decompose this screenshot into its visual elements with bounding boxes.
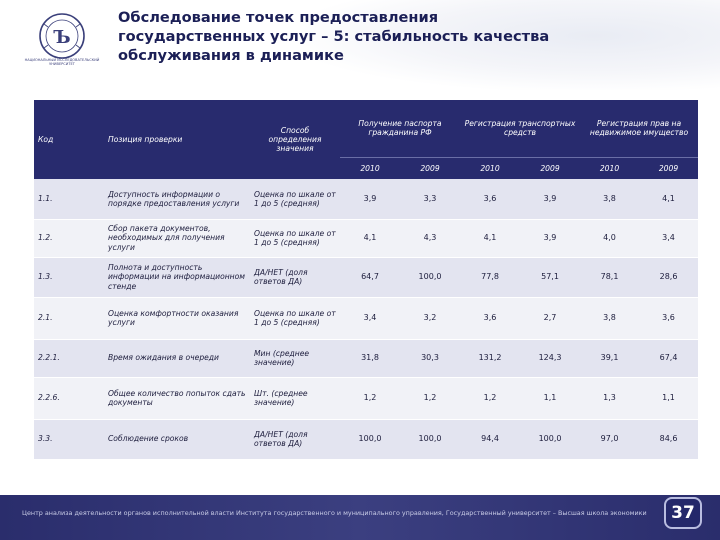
row-value: 77,8 — [460, 257, 520, 297]
row-value: 3,4 — [639, 219, 698, 257]
page-number: 37 — [664, 497, 702, 529]
row-value: 97,0 — [580, 419, 639, 459]
header-group-passport: Получение паспорта гражданина РФ — [340, 100, 460, 157]
row-value: 100,0 — [400, 419, 460, 459]
row-position: Соблюдение сроков — [104, 419, 250, 459]
row-position: Время ожидания в очереди — [104, 339, 250, 377]
table-row — [34, 419, 698, 459]
row-method: ДА/НЕТ (доля ответов ДА) — [250, 419, 340, 459]
footer-text: Центр анализа деятельности органов исполнительной власти Института государственного и муниципального управления, Государственный университет – Высшая школа экономики — [22, 509, 647, 517]
header-position: Позиция проверки — [104, 100, 250, 179]
row-value: 4,0 — [580, 219, 639, 257]
header-year: 2010 — [340, 157, 400, 179]
row-value: 94,4 — [460, 419, 520, 459]
row-value: 1,2 — [460, 377, 520, 419]
header-group-property: Регистрация прав на недвижимое имущество — [580, 100, 698, 157]
row-value: 3,9 — [520, 179, 580, 219]
row-code: 1.3. — [34, 257, 104, 297]
row-value: 1,1 — [639, 377, 698, 419]
row-code: 2.2.6. — [34, 377, 104, 419]
row-value: 3,8 — [580, 179, 639, 219]
row-value: 3,6 — [460, 297, 520, 339]
title-line: обслуживания в динамике — [118, 47, 344, 64]
row-value: 3,9 — [520, 219, 580, 257]
row-code: 1.2. — [34, 219, 104, 257]
header-year: 2009 — [639, 157, 698, 179]
row-value: 3,6 — [460, 179, 520, 219]
row-value: 78,1 — [580, 257, 639, 297]
row-value: 28,6 — [639, 257, 698, 297]
row-method: Шт. (среднее значение) — [250, 377, 340, 419]
row-method: Мин (среднее значение) — [250, 339, 340, 377]
row-code: 2.2.1. — [34, 339, 104, 377]
row-value: 3,8 — [580, 297, 639, 339]
row-value: 1,2 — [340, 377, 400, 419]
row-value: 100,0 — [340, 419, 400, 459]
row-value: 3,6 — [639, 297, 698, 339]
table-row — [34, 339, 698, 377]
row-value: 100,0 — [400, 257, 460, 297]
row-value: 57,1 — [520, 257, 580, 297]
university-logo — [12, 10, 112, 80]
row-value: 31,8 — [340, 339, 400, 377]
table-row — [34, 377, 698, 419]
row-value: 4,1 — [340, 219, 400, 257]
row-method: Оценка по шкале от 1 до 5 (средняя) — [250, 219, 340, 257]
row-value: 131,2 — [460, 339, 520, 377]
row-value: 4,1 — [639, 179, 698, 219]
row-method: Оценка по шкале от 1 до 5 (средняя) — [250, 297, 340, 339]
page-title — [118, 8, 598, 65]
row-value: 64,7 — [340, 257, 400, 297]
row-code: 3.3. — [34, 419, 104, 459]
header-year: 2009 — [400, 157, 460, 179]
row-position: Полнота и доступность информации на информационном стенде — [104, 257, 250, 297]
row-position: Оценка комфортности оказания услуги — [104, 297, 250, 339]
table-row — [34, 179, 698, 219]
header-method: Способ определения значения — [250, 100, 340, 179]
row-value: 84,6 — [639, 419, 698, 459]
row-value: 3,9 — [340, 179, 400, 219]
row-value: 100,0 — [520, 419, 580, 459]
row-value: 4,3 — [400, 219, 460, 257]
row-value: 4,1 — [460, 219, 520, 257]
row-value: 2,7 — [520, 297, 580, 339]
table-row — [34, 257, 698, 297]
header-code: Код — [34, 100, 104, 179]
row-position: Общее количество попыток сдать документы — [104, 377, 250, 419]
row-value: 3,4 — [340, 297, 400, 339]
row-method: ДА/НЕТ (доля ответов ДА) — [250, 257, 340, 297]
row-value: 67,4 — [639, 339, 698, 377]
row-value: 124,3 — [520, 339, 580, 377]
row-value: 39,1 — [580, 339, 639, 377]
row-value: 30,3 — [400, 339, 460, 377]
table-row — [34, 219, 698, 257]
row-value: 1,3 — [580, 377, 639, 419]
row-value: 3,3 — [400, 179, 460, 219]
row-position: Сбор пакета документов, необходимых для получения услуги — [104, 219, 250, 257]
row-code: 1.1. — [34, 179, 104, 219]
table-row — [34, 297, 698, 339]
header-group-vehicles: Регистрация транспортных средств — [460, 100, 580, 157]
logo-caption: НАЦИОНАЛЬНЫЙ ИССЛЕДОВАТЕЛЬСКИЙ УНИВЕРСИТЕТ — [24, 58, 100, 66]
title-line: государственных услуг – 5: стабильность качества — [118, 28, 550, 45]
row-method: Оценка по шкале от 1 до 5 (средняя) — [250, 179, 340, 219]
row-code: 2.1. — [34, 297, 104, 339]
title-line: Обследование точек предоставления — [118, 9, 439, 26]
header-year: 2010 — [580, 157, 639, 179]
footer-bar — [0, 495, 720, 540]
header-year: 2010 — [460, 157, 520, 179]
row-value: 1,2 — [400, 377, 460, 419]
header-year: 2009 — [520, 157, 580, 179]
row-value: 3,2 — [400, 297, 460, 339]
row-value: 1,1 — [520, 377, 580, 419]
quality-table — [34, 100, 698, 460]
svg-text:Ъ: Ъ — [53, 27, 71, 48]
row-position: Доступность информации о порядке предоставления услуги — [104, 179, 250, 219]
